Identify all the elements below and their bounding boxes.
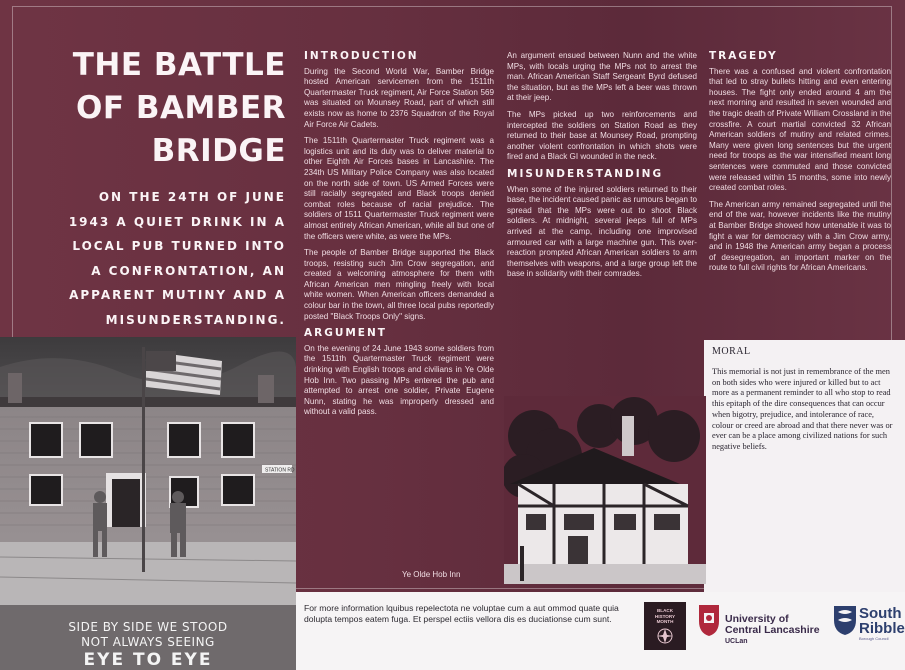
uclan-line-1: University of <box>725 613 789 625</box>
page-title <box>60 44 286 173</box>
subtitle-line: A CONFRONTATION, AN <box>91 263 286 278</box>
pub-photo-caption: Ye Olde Hob Inn <box>402 570 461 579</box>
uclan-line-3: UCLan <box>725 638 748 645</box>
slogan-line-2: NOT ALWAYS SEEING <box>81 635 215 649</box>
title-line-1: THE BATTLE <box>72 47 286 83</box>
argument-continued-paragraph: An argument ensued between Nunn and the white MPs, with locals urging the MPs not to arrest the man. African American Staff Sergeant Byrd defused the situation, but as the MPs left a beer was thrown at their jeep. <box>507 51 697 103</box>
subtitle <box>60 185 286 332</box>
more-information-text: For more information lquibus repelectota ne voluptae cum a aut ommod quate quia dolupta tempos eatem fuga. Et perspel ectiis vellora dis es duciationse cum sunt. <box>304 603 619 624</box>
subtitle-line: LOCAL PUB TURNED INTO <box>72 239 286 253</box>
black-history-line: MONTH <box>656 619 674 624</box>
pub-photo <box>504 396 706 584</box>
uclan-crest-icon <box>697 603 721 637</box>
south-ribble-logo-text <box>859 606 905 642</box>
moral-box <box>704 340 905 592</box>
subtitle-line: 1943 A QUIET DRINK IN A <box>68 214 286 229</box>
street-sign: STATION RD <box>265 467 295 474</box>
tragedy-heading: TRAGEDY <box>709 50 778 62</box>
argument-paragraph: On the evening of 24 June 1943 some soldiers from the 1511th Quartermaster Truck regiment were drinking with English troops and civilians in Ye Olde Hob Inn. Two passing MPs entered the pub and attempted to arrest one soldier, Private Eugene Nunn, stating he was improperly dressed and without a valid pass. <box>304 343 494 417</box>
column-introduction <box>304 51 494 424</box>
black-history-month-logo <box>644 602 686 650</box>
moral-text: This memorial is not just in remembrance of the men on both sides who were injured or killed but to act more as a permanent reminder to all who stop to read this epitaph of the dire consequences that can occur when bigotry, prejudice, and intolerance of race, colour or creed are abroad and that there never was or ever can be a place among civilized nations for such negative beliefs. <box>712 367 893 451</box>
black-history-emblem-icon <box>650 625 680 645</box>
title-line-2: OF BAMBER <box>76 90 286 126</box>
slogan-strip <box>0 605 296 670</box>
uclan-logo-text <box>725 614 820 647</box>
slogan-line-1: SIDE BY SIDE WE STOOD <box>68 620 228 634</box>
column-tragedy <box>709 51 891 280</box>
south-ribble-shield-icon <box>832 604 858 636</box>
introduction-heading: INTRODUCTION <box>304 50 419 62</box>
introduction-paragraph: The 1511th Quartermaster Truck regiment was a logistics unit and its duty was to deliver material to other Eighth Air Forces bases in Lancashire. The 234th US Military Police Company was also located on the north side of town. US Armed Forces were still racially segregated and Black troops denied combat roles because of racial prejudice. The soldiers of 1511 Quartermaster Truck regiment were almost entirely African American, while all but one of the officers were white, as were the MPs. <box>304 136 494 241</box>
title-line-3: BRIDGE <box>151 133 286 169</box>
subtitle-line: APPARENT MUTINY AND A <box>69 288 286 302</box>
subtitle-line: MISUNDERSTANDING. <box>105 312 286 327</box>
street-scene-photo <box>0 337 296 602</box>
slogan-line-3: EYE TO EYE <box>83 650 213 670</box>
tragedy-paragraph: There was a confused and violent confrontation that led to stray bullets hitting and even entering houses. The fight only ended around 4 am the next morning and resulted in seven wounded and the tragic death of Private William Crossland in the crossfire. A court martial convicted 32 African American soldiers of mutiny and related crimes. Many were given long sentences but the urgent need for troops as the war intensified meant long sentences were commuted and those convicted were released within 15 months, some into newly created combat roles. <box>709 66 891 193</box>
misunderstanding-heading: MISUNDERSTANDING <box>507 167 664 180</box>
column-misunderstanding <box>507 51 697 286</box>
introduction-paragraph: During the Second World War, Bamber Bridge hosted American servicemen from the 1511th Quartermaster Truck regiment, Air Force Station 569 was situated on Mounsey Road, part of which still exists now as home to 2376 Squadron of the Royal Air Force Air Cadets. <box>304 66 494 129</box>
moral-heading: MORAL <box>712 346 751 357</box>
uclan-line-2: Central Lancashire <box>725 624 820 636</box>
argument-continued-paragraph: The MPs picked up two reinforcements and intercepted the soldiers on Station Road as they returned to their base at Mounsey Road, prompting another violent confrontation in which shots were fired and a Black GI wounded in the neck. <box>507 109 697 162</box>
south-ribble-tagline: Borough Council <box>859 636 889 641</box>
misunderstanding-paragraph: When some of the injured soldiers returned to their base, the incident caused panic as rumours began to spread that the MPs were out to shoot Black soldiers. At midnight, several jeeps full of MPs arrived at the camp, including one improvised armoured car with a large machine gun. This over-reaction prompted African American soldiers to arm themselves with weapons, and a large group left the base in solidarity with their comrades. <box>507 184 697 279</box>
tragedy-paragraph: The American army remained segregated until the end of the war, however incidents like the mutiny at Bamber Bridge showed how untenable it was to fight a war for democracy with a Jim Crow army, and in 1948 the American army began a process of desegregation, an important marker on the route to full civil rights for African Americans. <box>709 199 891 273</box>
argument-heading: ARGUMENT <box>304 327 387 340</box>
south-ribble-line-1: South <box>859 605 902 622</box>
subtitle-line: ON THE 24TH OF JUNE <box>98 190 286 204</box>
black-history-line: HISTORY <box>654 613 676 619</box>
introduction-paragraph: The people of Bamber Bridge supported the Black troops, resisting such Jim Crow segregation, and created a welcoming atmosphere for them with African American men mingling freely with local white women. When American officers demanded a colour bar in the town, all three local pubs reportedly posted "Black Troops Only" signs. <box>304 248 494 321</box>
south-ribble-line-2: Ribble <box>859 620 905 637</box>
black-history-line: BLACK <box>656 608 674 613</box>
